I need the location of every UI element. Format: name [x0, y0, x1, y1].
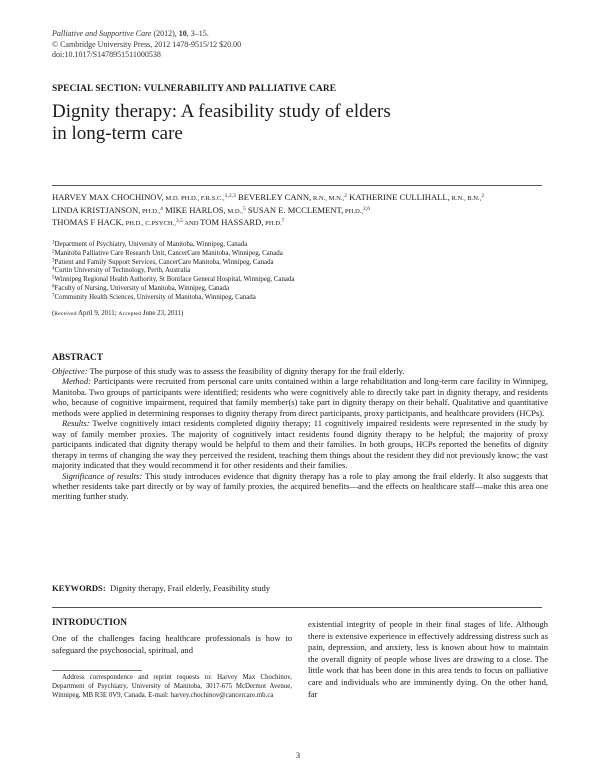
- journal-citation: Palliative and Supportive Care (2012), 10, 3–15.: [52, 29, 209, 38]
- affiliation: $^4$Curtin University of Technology, Perth, Australia: [52, 266, 191, 275]
- title-rule: [52, 185, 542, 186]
- article-title: Dignity therapy: A feasibility study of elders in long-term care: [52, 101, 391, 144]
- author: HARVEY MAX CHOCHINOV, M.D. PH.D., F.R.S.C.,$^{1,2,3}$: [52, 192, 236, 202]
- intro-column-right: existential integrity of people in their final stages of life. Although there is extensive experience in effectively addressing distress such as pain, depression, and anxiety, less is known about how to maintain the overall dignity of people whose lives are drawing to a close. The little work that has been done in this area tends to focus on palliative care and individuals who are imminently dying. On the other hand, far: [308, 619, 548, 699]
- affiliation: $^5$Winnipeg Regional Health Authority, St Boniface General Hospital, Winnipeg, Canada: [52, 275, 295, 284]
- introduction-heading: INTRODUCTION: [52, 618, 128, 628]
- intro-column-left: One of the challenges facing healthcare professionals is how to safeguard the psychosocial, spiritual, and: [52, 633, 292, 655]
- abstract-heading: ABSTRACT: [52, 353, 104, 363]
- copyright-line: © Cambridge University Press, 2012 1478-9515/12 $20.00: [52, 39, 242, 49]
- keywords-rule: [52, 607, 542, 608]
- affiliation: $^2$Manitoba Palliative Care Research Unit, CancerCare Manitoba, Winnipeg, Canada: [52, 249, 283, 257]
- abstract-significance: Significance of results: This study introduces evidence that dignity therapy has a role to play among the frail elderly. It also suggests that whether residents take part directly or by way of family proxies, the acquired benefits—and the effects on healthcare staff—make this area one meriting further study.: [52, 470, 548, 502]
- author: LINDA KRISTJANSON, PH.D.,$^4$: [52, 204, 163, 215]
- affiliation: $^6$Faculty of Nursing, University of Manitoba, Winnipeg, Canada: [52, 284, 230, 292]
- journal-header: [52, 29, 241, 61]
- author-list: [52, 192, 547, 230]
- author: SUSAN E. MCCLEMENT, PH.D.,$^{2,6}$: [247, 204, 371, 215]
- author: BEVERLEY CANN, R.N., M.N.,$^2$: [237, 192, 347, 202]
- author: MIKE HARLOS, M.D.,$^5$: [165, 204, 246, 215]
- affiliation: $^3$Patient and Family Support Services, CancerCare Manitoba, Winnipeg, Canada: [52, 258, 274, 266]
- page-number: 3: [296, 751, 300, 760]
- author: THOMAS F HACK, PH.D., C.PSYCH.,$^{3,5}$ AND: [52, 217, 201, 228]
- received-dates: (Received April 9, 2011; Accepted June 23, 2011): [52, 310, 184, 317]
- abstract-results: Results: Twelve cognitively intact residents completed dignity therapy; 11 cognitively impaired residents were represented in the study by way of family member proxies. The majority of cognitively intact residents found dignity therapy to be helpful; the majority of proxy participants indicated that dignity therapy would be helpful to them and their families. In both groups, HCPs reported the benefits of dignity therapy in terms of changing the way they perceived the resident, teaching them things about the resident they did not previously know; the vast majority indicated that they would recommend it for other residents and their families.: [52, 418, 548, 471]
- keywords: KEYWORDS: Dignity therapy, Frail elderly, Feasibility study: [52, 583, 271, 593]
- footnote-rule: [52, 670, 142, 671]
- abstract-body: [52, 366, 548, 502]
- author: TOM HASSARD, PH.D.$^7$: [200, 217, 285, 228]
- doi-line: doi:10.1017/S1478951511000538: [52, 50, 161, 59]
- affiliation: $^1$Department of Psychiatry, University of Manitoba, Winnipeg, Canada: [52, 240, 248, 248]
- abstract-method: Method: Participants were recruited from personal care units contained within a large rehabilitation and long-term care facility in Winnipeg, Manitoba. Two groups of participants were identified; residents who were cognitively able to directly take part in dignity therapy, and residents who, because of cognitive impairment, required that family member(s) take part in dignity therapy on their behalf. Qualitative and quantitative methods were applied in determining responses to dignity therapy from direct participants, proxy participants, and healthcare providers (HCPs).: [52, 376, 548, 418]
- section-label: SPECIAL SECTION: VULNERABILITY AND PALLIATIVE CARE: [52, 84, 337, 94]
- affiliation: $^7$Community Health Sciences, University of Manitoba, Winnipeg, Canada: [52, 293, 256, 301]
- correspondence-footnote: Address correspondence and reprint requests to: Harvey Max Chochinov, Department of Psychiatry, University of Manitoba, 3017-675 McDermot Avenue, Winnipeg, MB R3E 0V9, Canada. E-mail: harvey.chochinov@cancercare.mb.ca: [52, 674, 292, 699]
- abstract-objective: Objective: The purpose of this study was to assess the feasibility of dignity therapy for the frail elderly.: [52, 366, 405, 376]
- author: KATHERINE CULLIHALL, R.N., B.N.,$^2$: [349, 192, 485, 202]
- affiliation-list: [52, 241, 295, 303]
